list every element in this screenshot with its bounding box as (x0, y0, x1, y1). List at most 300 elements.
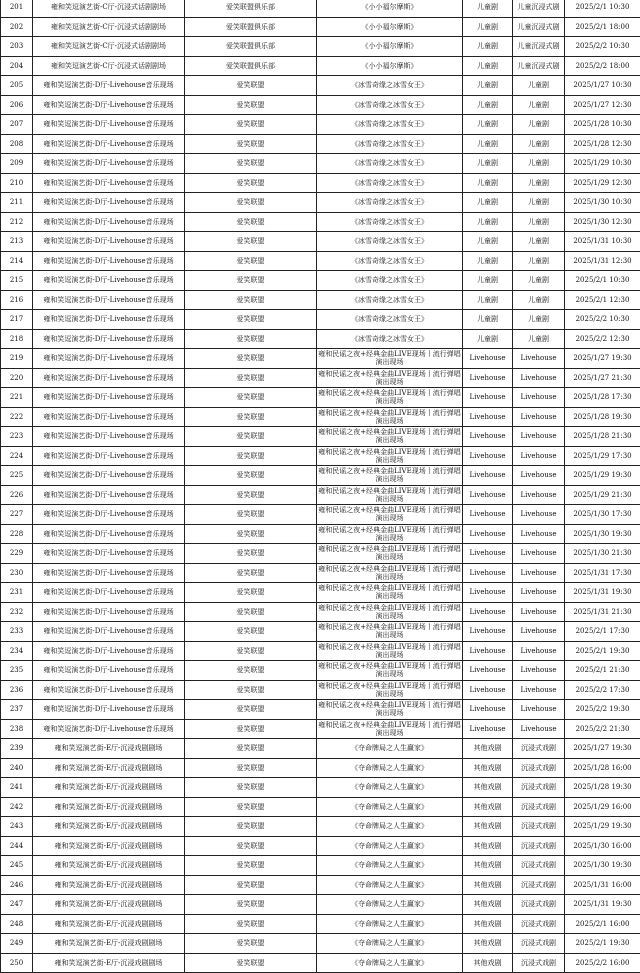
organizer-cell: 爱笑联盟 (185, 856, 317, 876)
table-row (1, 37, 640, 57)
subcategory-cell: Livehouse (513, 641, 565, 661)
organizer-cell: 爱笑联盟 (185, 290, 317, 310)
table-row (1, 466, 640, 486)
organizer-cell: 爱笑联盟 (185, 719, 317, 739)
program-title-cell: 雍和民谣之夜+经典金曲LIVE现场丨流行弹唱演出现场 (318, 506, 461, 523)
subcategory-cell: 沉浸式戏剧 (513, 895, 565, 915)
row-number: 233 (1, 622, 33, 642)
venue-cell: 雍和笑逗演艺街-E厅-沉浸戏剧剧场 (33, 914, 185, 934)
program-title-cell: 《冰雪奇缘之冰雪女王》 (317, 193, 463, 213)
show-time-cell: 2025/1/28 10:30 (565, 115, 640, 135)
row-number: 247 (1, 895, 33, 915)
table-row (1, 232, 640, 252)
row-number: 249 (1, 934, 33, 954)
show-time-cell: 2025/2/2 21:30 (565, 719, 640, 739)
row-number: 241 (1, 778, 33, 798)
table-row (1, 641, 640, 661)
table-row (1, 154, 640, 174)
venue-cell: 雍和笑逗演艺街-D厅-Livehouse音乐现场 (33, 232, 185, 252)
table-row (1, 680, 640, 700)
table-row (1, 797, 640, 817)
table-row (1, 134, 640, 154)
category-cell: 儿童剧 (463, 37, 513, 57)
organizer-cell: 爱笑联盟 (185, 271, 317, 291)
subcategory-cell: 儿童沉浸式剧 (513, 37, 565, 57)
row-number: 212 (1, 212, 33, 232)
show-time-cell: 2025/1/27 10:30 (565, 76, 640, 96)
category-cell: 儿童剧 (463, 76, 513, 96)
program-title-cell: 《夺命牌局之人生赢家》 (317, 778, 463, 798)
row-number: 242 (1, 797, 33, 817)
category-cell: 儿童剧 (463, 271, 513, 291)
category-cell: 儿童剧 (463, 0, 513, 17)
subcategory-cell: 沉浸式戏剧 (513, 875, 565, 895)
organizer-cell: 爱笑联盟 (185, 505, 317, 525)
organizer-cell: 爱笑联盟 (185, 563, 317, 583)
venue-cell: 雍和笑逗演艺街-D厅-Livehouse音乐现场 (33, 310, 185, 330)
program-title-cell: 《冰雪奇缘之冰雪女王》 (317, 251, 463, 271)
program-title-cell: 《小小福尔摩斯》 (317, 56, 463, 76)
show-time-cell: 2025/2/1 21:30 (565, 661, 640, 681)
subcategory-cell: Livehouse (513, 700, 565, 720)
subcategory-cell: Livehouse (513, 407, 565, 427)
subcategory-cell: 沉浸式戏剧 (513, 758, 565, 778)
show-time-cell: 2025/1/28 12:30 (565, 134, 640, 154)
category-cell: Livehouse (463, 466, 513, 486)
venue-cell: 雍和笑逗演艺街-D厅-Livehouse音乐现场 (33, 251, 185, 271)
subcategory-cell: Livehouse (513, 485, 565, 505)
show-time-cell: 2025/2/1 12:30 (565, 290, 640, 310)
category-cell: 其他戏剧 (463, 797, 513, 817)
venue-cell: 雍和笑逗演艺街-D厅-Livehouse音乐现场 (33, 271, 185, 291)
category-cell: Livehouse (463, 680, 513, 700)
category-cell: 其他戏剧 (463, 953, 513, 973)
table-row (1, 290, 640, 310)
subcategory-cell: Livehouse (513, 680, 565, 700)
organizer-cell: 爱笑联盟 (185, 680, 317, 700)
organizer-cell: 爱笑联盟 (185, 914, 317, 934)
category-cell: 其他戏剧 (463, 778, 513, 798)
organizer-cell: 爱笑联盟 (185, 700, 317, 720)
organizer-cell: 爱笑联盟 (185, 583, 317, 603)
show-time-cell: 2025/2/1 18:00 (565, 17, 640, 37)
show-time-cell: 2025/2/1 17:30 (565, 622, 640, 642)
row-number: 213 (1, 232, 33, 252)
category-cell: 其他戏剧 (463, 758, 513, 778)
organizer-cell: 爱笑联盟 (185, 739, 317, 759)
table-row (1, 700, 640, 720)
table-row (1, 76, 640, 96)
organizer-cell: 爱笑联盟 (185, 836, 317, 856)
table-row (1, 583, 640, 603)
organizer-cell: 爱笑联盟 (185, 758, 317, 778)
row-number: 217 (1, 310, 33, 330)
table-row (1, 719, 640, 739)
venue-cell: 雍和笑逗演艺街-C厅-沉浸式话剧剧场 (33, 0, 185, 17)
show-time-cell: 2025/1/27 12:30 (565, 95, 640, 115)
subcategory-cell: 儿童剧 (513, 193, 565, 213)
row-number: 220 (1, 368, 33, 388)
organizer-cell: 爱笑联盟 (185, 602, 317, 622)
row-number: 245 (1, 856, 33, 876)
subcategory-cell: 儿童剧 (513, 310, 565, 330)
subcategory-cell: Livehouse (513, 719, 565, 739)
subcategory-cell: 儿童沉浸式剧 (513, 56, 565, 76)
subcategory-cell: Livehouse (513, 622, 565, 642)
category-cell: Livehouse (463, 622, 513, 642)
show-time-cell: 2025/1/30 19:30 (565, 524, 640, 544)
venue-cell: 雍和笑逗演艺街-D厅-Livehouse音乐现场 (33, 661, 185, 681)
show-time-cell: 2025/2/2 16:00 (565, 953, 640, 973)
venue-cell: 雍和笑逗演艺街-C厅-沉浸式话剧剧场 (33, 17, 185, 37)
program-title-cell: 《冰雪奇缘之冰雪女王》 (317, 212, 463, 232)
show-time-cell: 2025/1/30 19:30 (565, 856, 640, 876)
venue-cell: 雍和笑逗演艺街-E厅-沉浸戏剧剧场 (33, 797, 185, 817)
table-row (1, 778, 640, 798)
program-title-cell: 《冰雪奇缘之冰雪女王》 (317, 290, 463, 310)
organizer-cell: 爱笑联盟 (185, 76, 317, 96)
row-number: 222 (1, 407, 33, 427)
program-title-cell: 《冰雪奇缘之冰雪女王》 (317, 154, 463, 174)
program-title-cell: 雍和民谣之夜+经典金曲LIVE现场丨流行弹唱演出现场 (318, 408, 461, 425)
row-number: 202 (1, 17, 33, 37)
row-number: 203 (1, 37, 33, 57)
venue-cell: 雍和笑逗演艺街-E厅-沉浸戏剧剧场 (33, 895, 185, 915)
show-time-cell: 2025/1/31 16:00 (565, 875, 640, 895)
organizer-cell: 爱笑联盟 (185, 466, 317, 486)
table-row (1, 817, 640, 837)
venue-cell: 雍和笑逗演艺街-D厅-Livehouse音乐现场 (33, 212, 185, 232)
row-number: 243 (1, 817, 33, 837)
show-time-cell: 2025/1/28 17:30 (565, 388, 640, 408)
table-row (1, 934, 640, 954)
show-time-cell: 2025/2/1 10:30 (565, 0, 640, 17)
organizer-cell: 爱笑联盟 (185, 368, 317, 388)
venue-cell: 雍和笑逗演艺街-D厅-Livehouse音乐现场 (33, 622, 185, 642)
category-cell: Livehouse (463, 641, 513, 661)
subcategory-cell: Livehouse (513, 602, 565, 622)
program-title-cell: 雍和民谣之夜+经典金曲LIVE现场丨流行弹唱演出现场 (318, 486, 461, 503)
subcategory-cell: Livehouse (513, 446, 565, 466)
category-cell: Livehouse (463, 505, 513, 525)
show-time-cell: 2025/2/1 19:30 (565, 934, 640, 954)
row-number: 210 (1, 173, 33, 193)
subcategory-cell: Livehouse (513, 505, 565, 525)
venue-cell: 雍和笑逗演艺街-D厅-Livehouse音乐现场 (33, 563, 185, 583)
program-title-cell: 《夺命牌局之人生赢家》 (317, 739, 463, 759)
program-title-cell: 雍和民谣之夜+经典金曲LIVE现场丨流行弹唱演出现场 (318, 525, 461, 542)
table-row (1, 446, 640, 466)
table-body (1, 0, 640, 973)
category-cell: Livehouse (463, 602, 513, 622)
category-cell: Livehouse (463, 544, 513, 564)
table-row (1, 173, 640, 193)
category-cell: Livehouse (463, 388, 513, 408)
category-cell: Livehouse (463, 427, 513, 447)
show-time-cell: 2025/1/31 10:30 (565, 232, 640, 252)
row-number: 226 (1, 485, 33, 505)
row-number: 208 (1, 134, 33, 154)
organizer-cell: 爱笑联盟 (185, 95, 317, 115)
show-time-cell: 2025/1/29 16:00 (565, 797, 640, 817)
category-cell: Livehouse (463, 583, 513, 603)
category-cell: 儿童剧 (463, 290, 513, 310)
row-number: 225 (1, 466, 33, 486)
subcategory-cell: 儿童剧 (513, 115, 565, 135)
program-title-cell: 《夺命牌局之人生赢家》 (317, 895, 463, 915)
program-title-cell: 《夺命牌局之人生赢家》 (317, 836, 463, 856)
row-number: 237 (1, 700, 33, 720)
row-number: 234 (1, 641, 33, 661)
table-row (1, 407, 640, 427)
table-row (1, 856, 640, 876)
table-row (1, 875, 640, 895)
program-title-cell: 《夺命牌局之人生赢家》 (317, 817, 463, 837)
organizer-cell: 爱笑联盟 (185, 641, 317, 661)
row-number: 218 (1, 329, 33, 349)
venue-cell: 雍和笑逗演艺街-D厅-Livehouse音乐现场 (33, 583, 185, 603)
category-cell: 儿童剧 (463, 115, 513, 135)
show-time-cell: 2025/1/29 21:30 (565, 485, 640, 505)
subcategory-cell: 沉浸式戏剧 (513, 739, 565, 759)
category-cell: 儿童剧 (463, 329, 513, 349)
venue-cell: 雍和笑逗演艺街-D厅-Livehouse音乐现场 (33, 505, 185, 525)
category-cell: 儿童剧 (463, 251, 513, 271)
organizer-cell: 爱笑联盟 (185, 349, 317, 369)
row-number: 215 (1, 271, 33, 291)
venue-cell: 雍和笑逗演艺街-D厅-Livehouse音乐现场 (33, 719, 185, 739)
show-time-cell: 2025/1/31 21:30 (565, 602, 640, 622)
category-cell: 其他戏剧 (463, 836, 513, 856)
row-number: 230 (1, 563, 33, 583)
subcategory-cell: 沉浸式戏剧 (513, 817, 565, 837)
venue-cell: 雍和笑逗演艺街-E厅-沉浸戏剧剧场 (33, 836, 185, 856)
subcategory-cell: Livehouse (513, 466, 565, 486)
venue-cell: 雍和笑逗演艺街-D厅-Livehouse音乐现场 (33, 641, 185, 661)
row-number: 240 (1, 758, 33, 778)
show-time-cell: 2025/1/28 19:30 (565, 407, 640, 427)
category-cell: 儿童剧 (463, 173, 513, 193)
program-title-cell: 《冰雪奇缘之冰雪女王》 (317, 173, 463, 193)
program-title-cell: 雍和民谣之夜+经典金曲LIVE现场丨流行弹唱演出现场 (318, 662, 461, 679)
venue-cell: 雍和笑逗演艺街-D厅-Livehouse音乐现场 (33, 193, 185, 213)
organizer-cell: 爱笑联盟 (185, 154, 317, 174)
organizer-cell: 爱笑联盟 (185, 661, 317, 681)
venue-cell: 雍和笑逗演艺街-E厅-沉浸戏剧剧场 (33, 739, 185, 759)
subcategory-cell: Livehouse (513, 388, 565, 408)
row-number: 244 (1, 836, 33, 856)
program-title-cell: 雍和民谣之夜+经典金曲LIVE现场丨流行弹唱演出现场 (318, 584, 461, 601)
table-row (1, 329, 640, 349)
table-row (1, 193, 640, 213)
organizer-cell: 爱笑联盟 (185, 329, 317, 349)
row-number: 238 (1, 719, 33, 739)
subcategory-cell: 儿童沉浸式剧 (513, 17, 565, 37)
category-cell: 其他戏剧 (463, 817, 513, 837)
category-cell: 其他戏剧 (463, 934, 513, 954)
organizer-cell: 爱笑联盟 (185, 407, 317, 427)
category-cell: Livehouse (463, 563, 513, 583)
show-time-cell: 2025/2/1 16:00 (565, 914, 640, 934)
table-row (1, 56, 640, 76)
category-cell: 其他戏剧 (463, 895, 513, 915)
category-cell: 其他戏剧 (463, 875, 513, 895)
table-row (1, 115, 640, 135)
table-row (1, 544, 640, 564)
row-number: 223 (1, 427, 33, 447)
program-title-cell: 雍和民谣之夜+经典金曲LIVE现场丨流行弹唱演出现场 (318, 428, 461, 445)
program-title-cell: 《冰雪奇缘之冰雪女王》 (317, 232, 463, 252)
row-number: 201 (1, 0, 33, 17)
category-cell: 其他戏剧 (463, 739, 513, 759)
table-row (1, 0, 640, 17)
category-cell: 其他戏剧 (463, 914, 513, 934)
program-title-cell: 雍和民谣之夜+经典金曲LIVE现场丨流行弹唱演出现场 (318, 681, 461, 698)
organizer-cell: 爱笑联盟俱乐部 (185, 17, 317, 37)
row-number: 235 (1, 661, 33, 681)
venue-cell: 雍和笑逗演艺街-D厅-Livehouse音乐现场 (33, 427, 185, 447)
show-time-cell: 2025/1/28 21:30 (565, 427, 640, 447)
show-time-cell: 2025/1/28 19:30 (565, 778, 640, 798)
venue-cell: 雍和笑逗演艺街-D厅-Livehouse音乐现场 (33, 680, 185, 700)
program-title-cell: 雍和民谣之夜+经典金曲LIVE现场丨流行弹唱演出现场 (318, 642, 461, 659)
subcategory-cell: 儿童剧 (513, 329, 565, 349)
show-time-cell: 2025/1/28 16:00 (565, 758, 640, 778)
show-time-cell: 2025/1/27 21:30 (565, 368, 640, 388)
venue-cell: 雍和笑逗演艺街-D厅-Livehouse音乐现场 (33, 368, 185, 388)
venue-cell: 雍和笑逗演艺街-D厅-Livehouse音乐现场 (33, 700, 185, 720)
organizer-cell: 爱笑联盟 (185, 427, 317, 447)
venue-cell: 雍和笑逗演艺街-D厅-Livehouse音乐现场 (33, 407, 185, 427)
organizer-cell: 爱笑联盟 (185, 934, 317, 954)
program-title-cell: 雍和民谣之夜+经典金曲LIVE现场丨流行弹唱演出现场 (318, 467, 461, 484)
program-title-cell: 《小小福尔摩斯》 (317, 37, 463, 57)
table-row (1, 349, 640, 369)
show-time-cell: 2025/2/1 19:30 (565, 641, 640, 661)
row-number: 205 (1, 76, 33, 96)
organizer-cell: 爱笑联盟 (185, 251, 317, 271)
table-row (1, 95, 640, 115)
category-cell: 儿童剧 (463, 154, 513, 174)
category-cell: 其他戏剧 (463, 856, 513, 876)
organizer-cell: 爱笑联盟 (185, 232, 317, 252)
table-row (1, 368, 640, 388)
category-cell: 儿童剧 (463, 134, 513, 154)
category-cell: 儿童剧 (463, 95, 513, 115)
program-title-cell: 雍和民谣之夜+经典金曲LIVE现场丨流行弹唱演出现场 (318, 545, 461, 562)
show-time-cell: 2025/1/31 12:30 (565, 251, 640, 271)
show-time-cell: 2025/1/29 19:30 (565, 466, 640, 486)
show-time-cell: 2025/1/29 17:30 (565, 446, 640, 466)
table-row (1, 505, 640, 525)
venue-cell: 雍和笑逗演艺街-D厅-Livehouse音乐现场 (33, 349, 185, 369)
subcategory-cell: 儿童剧 (513, 76, 565, 96)
venue-cell: 雍和笑逗演艺街-D厅-Livehouse音乐现场 (33, 544, 185, 564)
category-cell: Livehouse (463, 368, 513, 388)
venue-cell: 雍和笑逗演艺街-D厅-Livehouse音乐现场 (33, 485, 185, 505)
row-number: 228 (1, 524, 33, 544)
category-cell: Livehouse (463, 446, 513, 466)
table-row (1, 661, 640, 681)
program-title-cell: 雍和民谣之夜+经典金曲LIVE现场丨流行弹唱演出现场 (318, 623, 461, 640)
venue-cell: 雍和笑逗演艺街-C厅-沉浸式话剧剧场 (33, 37, 185, 57)
program-title-cell: 《冰雪奇缘之冰雪女王》 (317, 329, 463, 349)
row-number: 204 (1, 56, 33, 76)
venue-cell: 雍和笑逗演艺街-D厅-Livehouse音乐现场 (33, 173, 185, 193)
venue-cell: 雍和笑逗演艺街-D厅-Livehouse音乐现场 (33, 95, 185, 115)
program-title-cell: 雍和民谣之夜+经典金曲LIVE现场丨流行弹唱演出现场 (318, 389, 461, 406)
subcategory-cell: 沉浸式戏剧 (513, 934, 565, 954)
row-number: 231 (1, 583, 33, 603)
subcategory-cell: 儿童沉浸式剧 (513, 0, 565, 17)
venue-cell: 雍和笑逗演艺街-E厅-沉浸戏剧剧场 (33, 856, 185, 876)
category-cell: 儿童剧 (463, 232, 513, 252)
show-time-cell: 2025/1/30 12:30 (565, 212, 640, 232)
show-time-cell: 2025/1/31 19:30 (565, 895, 640, 915)
category-cell: Livehouse (463, 349, 513, 369)
program-title-cell: 雍和民谣之夜+经典金曲LIVE现场丨流行弹唱演出现场 (318, 447, 461, 464)
subcategory-cell: 儿童剧 (513, 154, 565, 174)
program-title-cell: 《冰雪奇缘之冰雪女王》 (317, 95, 463, 115)
show-time-cell: 2025/2/2 19:30 (565, 700, 640, 720)
organizer-cell: 爱笑联盟 (185, 485, 317, 505)
program-title-cell: 雍和民谣之夜+经典金曲LIVE现场丨流行弹唱演出现场 (318, 350, 461, 367)
show-time-cell: 2025/2/2 17:30 (565, 680, 640, 700)
show-time-cell: 2025/1/31 19:30 (565, 583, 640, 603)
row-number: 229 (1, 544, 33, 564)
show-time-cell: 2025/2/1 10:30 (565, 271, 640, 291)
program-title-cell: 《小小福尔摩斯》 (317, 0, 463, 17)
show-time-cell: 2025/1/29 12:30 (565, 173, 640, 193)
show-time-cell: 2025/1/29 19:30 (565, 817, 640, 837)
table-row (1, 739, 640, 759)
subcategory-cell: Livehouse (513, 544, 565, 564)
organizer-cell: 爱笑联盟 (185, 193, 317, 213)
row-number: 207 (1, 115, 33, 135)
venue-cell: 雍和笑逗演艺街-D厅-Livehouse音乐现场 (33, 524, 185, 544)
show-time-cell: 2025/1/29 10:30 (565, 154, 640, 174)
program-title-cell: 雍和民谣之夜+经典金曲LIVE现场丨流行弹唱演出现场 (318, 603, 461, 620)
venue-cell: 雍和笑逗演艺街-E厅-沉浸戏剧剧场 (33, 817, 185, 837)
organizer-cell: 爱笑联盟 (185, 778, 317, 798)
category-cell: Livehouse (463, 661, 513, 681)
table-row (1, 271, 640, 291)
row-number: 211 (1, 193, 33, 213)
table-row (1, 622, 640, 642)
subcategory-cell: 儿童剧 (513, 271, 565, 291)
table-row (1, 427, 640, 447)
venue-cell: 雍和笑逗演艺街-D厅-Livehouse音乐现场 (33, 388, 185, 408)
program-title-cell: 《夺命牌局之人生赢家》 (317, 934, 463, 954)
subcategory-cell: 儿童剧 (513, 134, 565, 154)
program-title-cell: 雍和民谣之夜+经典金曲LIVE现场丨流行弹唱演出现场 (318, 369, 461, 386)
subcategory-cell: Livehouse (513, 368, 565, 388)
program-title-cell: 《夺命牌局之人生赢家》 (317, 758, 463, 778)
table-row (1, 388, 640, 408)
program-title-cell: 《夺命牌局之人生赢家》 (317, 914, 463, 934)
venue-cell: 雍和笑逗演艺街-E厅-沉浸戏剧剧场 (33, 758, 185, 778)
program-title-cell: 雍和民谣之夜+经典金曲LIVE现场丨流行弹唱演出现场 (318, 720, 461, 737)
subcategory-cell: 沉浸式戏剧 (513, 836, 565, 856)
organizer-cell: 爱笑联盟俱乐部 (185, 37, 317, 57)
organizer-cell: 爱笑联盟 (185, 817, 317, 837)
subcategory-cell: Livehouse (513, 661, 565, 681)
category-cell: Livehouse (463, 700, 513, 720)
row-number: 248 (1, 914, 33, 934)
venue-cell: 雍和笑逗演艺街-D厅-Livehouse音乐现场 (33, 446, 185, 466)
category-cell: Livehouse (463, 407, 513, 427)
organizer-cell: 爱笑联盟 (185, 622, 317, 642)
